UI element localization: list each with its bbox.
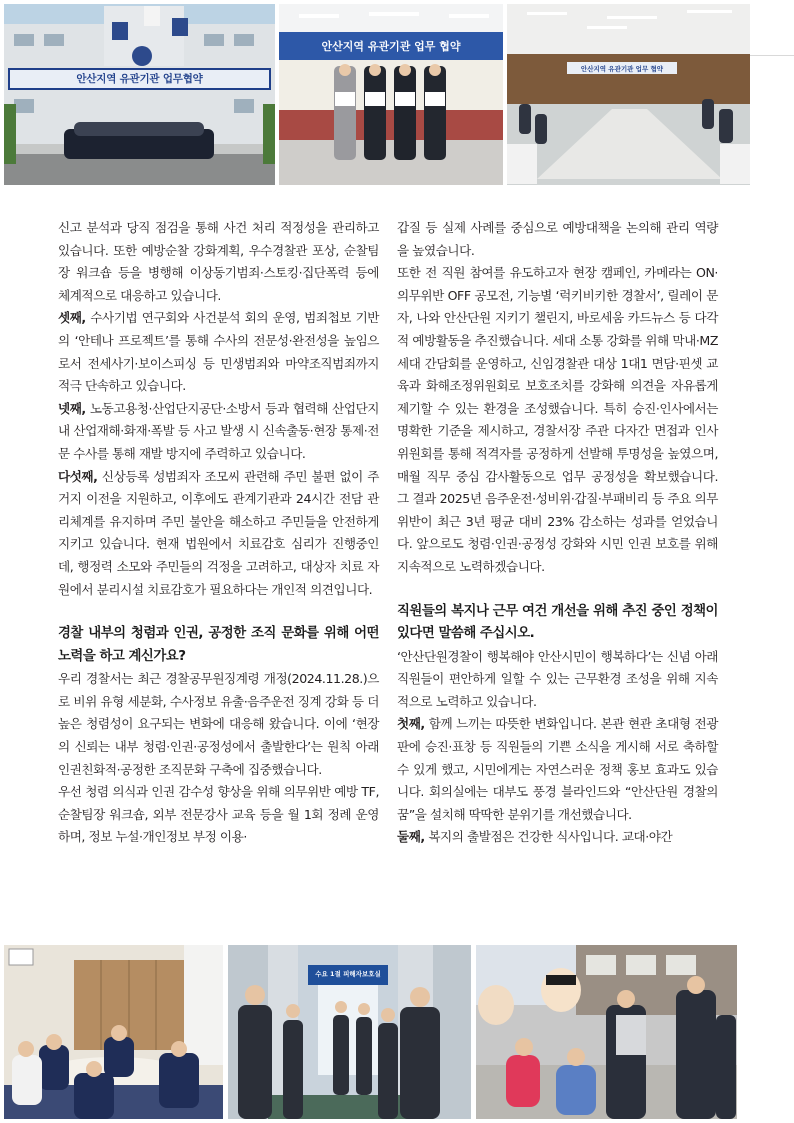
paragraph: 첫째, 함께 느끼는 따뜻한 변화입니다. 본관 현관 초대형 전광판에 승진·표창 등 직원들의 기쁜 소식을 게시해 서로 축하할 수 있게 했고, 시민에게는 자연스러운 정책 홍보 효과도 있습니다. 회의실에는 대부도 풍경 블라인드와 “안산단원 경찰의 꿈”을 설치해 딱딱한 분위기를 개선했습니다. — [397, 716, 718, 822]
photo-agreement-signing — [279, 4, 503, 185]
paragraph: ‘안산단원경찰이 행복해야 안산시민이 행복하다’는 신념 아래 직원들이 편안하게 일할 수 있는 근무환경 조성을 위해 지속적으로 노력하고 있습니다. — [397, 648, 718, 709]
paragraph: 갑질 등 실제 사례를 중심으로 예방대책을 논의해 관리 역량을 높였습니다. — [397, 220, 718, 258]
banner-text: 안산지역 유관기관 업무협약 — [76, 73, 203, 85]
door-sign: 수요 1절 피해자보호실 — [315, 970, 381, 978]
paragraph: 또한 전 직원 참여를 유도하고자 현장 캠페인, 카메라는 ON·의무위반 OFF 공모전, 기능별 ‘럭키비키한 경찰서’, 릴레이 문자, 나와 안산단원 지키기 챌린지, 바로세움 카드뉴스 등 다각적 예방활동을 추진했습니다. 세대 소통 강화를 위해 막내·MZ세대 간담회를 운영하고, 신임경찰관 대상 1대1 면담·핀셋 교육과 화해조정위원회로 보호조치를 강화해 의견을 자유롭게 제기할 수 있는 환경을 조성했습니다. 특히 승진·인사에서는 명확한 기준을 제시하고, 경찰서장 주관 다자간 면접과 인사위원회를 통해 적격자를 공정하게 선발해 투명성을 높였으며, 매월 직무 중심 감사활동으로 업무 공정성을 확보했습니다. 그 결과 2025년 음주운전·성비위·갑질·부패비리 등 주요 의무위반이 최근 3년 평균 대비 23% 감소하는 성과를 얻었습니다. 앞으로도 청렴·인권·공정성 강화와 시민 인권 보호를 위해 지속적으로 노력하겠습니다. — [397, 265, 718, 574]
paragraph: 셋째, 수사기법 연구회와 사건분석 회의 운영, 범죄첩보 기반의 ‘안테나 프로젝트’를 통해 수사의 전문성·완전성을 높임으로서 전세사기·보이스피싱 등 민생범죄와 마약조직범죄까지 적극 단속하고 있습니다. — [58, 310, 379, 394]
interview-question: 경찰 내부의 청렴과 인권, 공정한 조직 문화를 위해 어떤 노력을 하고 계신가요? — [58, 626, 379, 664]
interview-question: 직원들의 복지나 근무 여건 개선을 위해 추진 중인 정책이 있다면 말씀해 주십시오. — [397, 603, 718, 642]
paragraph: 신고 분석과 당직 점검을 통해 사건 처리 적정성을 관리하고 있습니다. 또한 예방순찰 강화계획, 우수경찰관 포상, 순찰팀장 워크숍 등을 병행해 이상동기범죄·스토킹·집단폭력 등에 체계적으로 대응하고 있습니다. — [58, 220, 379, 303]
divider — [750, 55, 794, 56]
paragraph: 우선 청렴 의식과 인권 감수성 향상을 위해 의무위반 예방 TF, 순찰팀장 워크숍, 외부 전문강사 교육 등을 월 1회 정례 운영하며, 정보 누설·개인정보 부정 이용· — [58, 784, 379, 845]
photo-meeting-hall — [507, 4, 750, 185]
banner-text: 안산지역 유관기관 업무 협약 — [580, 65, 664, 73]
banner-text: 안산지역 유관기관 업무 협약 — [321, 40, 461, 53]
photo-victim-support-room — [228, 945, 471, 1119]
paragraph: 우리 경찰서는 최근 경찰공무원징계령 개정(2024.11.28.)으로 비위 유형 세분화, 수사정보 유출·음주운전 징계 강화 등 더 높은 청렴성이 요구되는 변화에 대응해 왔습니다. 이에 ‘현장의 신뢰는 내부 청렴·인권·공정성에서 출발한다’는 원칙 아래 인권친화적·공정한 조직문화 구축에 집중했습니다. — [58, 671, 379, 777]
paragraph-lead: 다섯째, — [58, 468, 98, 484]
paragraph: 둘째, 복지의 출발점은 건강한 식사입니다. 교대·야간 — [397, 829, 673, 845]
paragraph-lead: 첫째, — [397, 716, 425, 732]
paragraph: 다섯째, 신상등록 성범죄자 조모씨 관련해 주민 불편 없이 주거지 이전을 지원하고, 이후에도 관계기관과 24시간 전담 관리체계를 유지하며 주민 불안을 해소하고 주민들을 안전하게 지키고 있습니다. 현재 법원에서 치료감호 심리가 진행중인데, 행정력 소모와 주민들의 걱정을 고려하고, 대상자 치료 자원에서 분리시설 치료감호가 필요하다는 개인적 의견입니다. — [58, 468, 379, 597]
text-column-left — [58, 217, 379, 849]
photo-staff-meal — [4, 945, 223, 1119]
paragraph-lead: 넷째, — [58, 400, 86, 416]
photo-community-event — [476, 945, 737, 1119]
photo-group-ceremony — [4, 4, 275, 185]
text-column-right — [397, 217, 718, 849]
paragraph: 넷째, 노동고용청·산업단지공단·소방서 등과 협력해 산업단지 내 산업재해·화재·폭발 등 사고 발생 시 신속출동·현장 통제·전문 수사를 통해 재발 방지에 주력하고 있습니다. — [58, 400, 379, 461]
paragraph-lead: 둘째, — [397, 829, 425, 845]
paragraph-lead: 셋째, — [58, 310, 86, 326]
